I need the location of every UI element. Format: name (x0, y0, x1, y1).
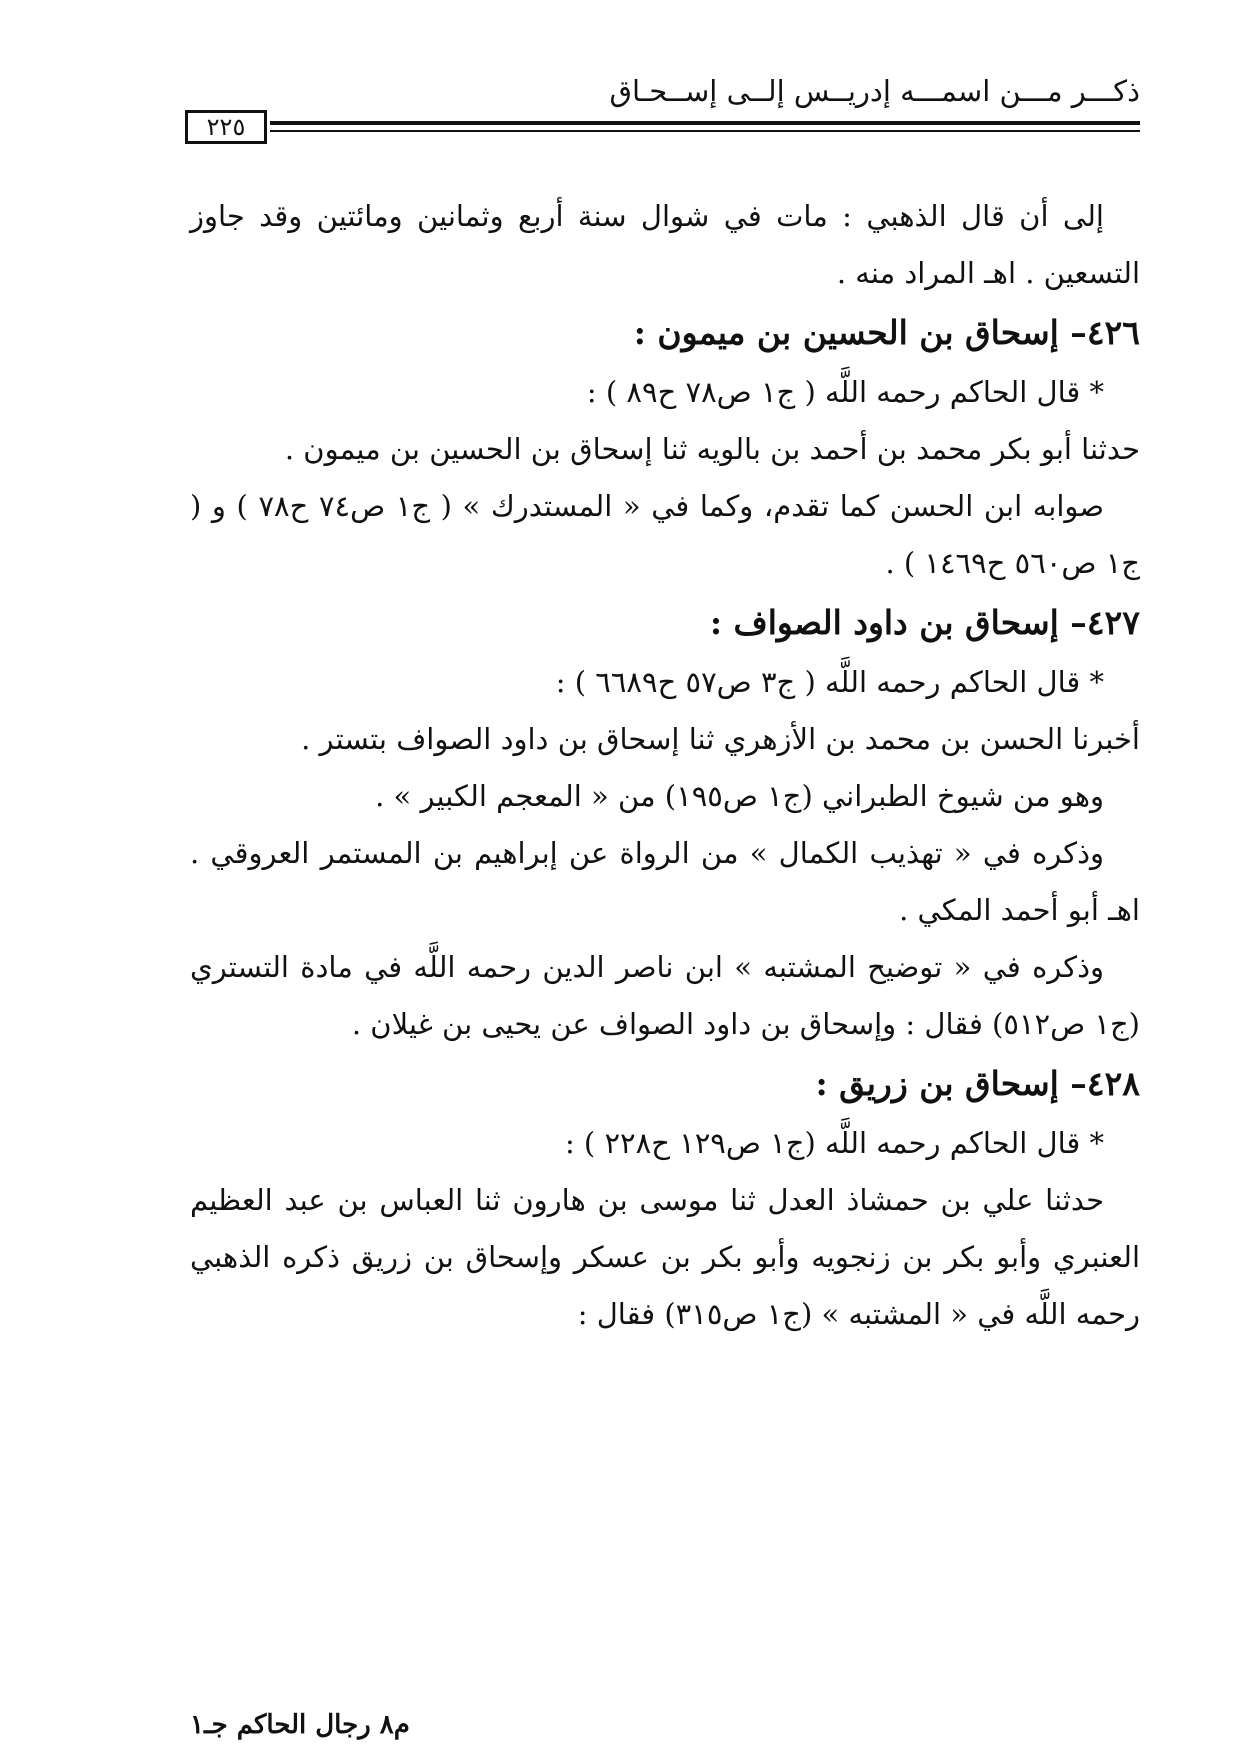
entry-heading-428: ٤٢٨– إسحاق بن زريق : (815, 1064, 1140, 1103)
entry-heading-427: ٤٢٧– إسحاق بن داود الصواف : (709, 603, 1140, 642)
paragraph: صوابه ابن الحسن كما تقدم، وكما في « المستدرك » ( ج١ ص٧٤ ح٧٨ ) و ( ج١ ص٥٦٠ ح١٤٦٩ ) . (190, 489, 1140, 580)
paragraph: وذكره في « تهذيب الكمال » من الرواة عن إبراهيم بن المستمر العروقي . اهـ أبو أحمد المكي . (190, 836, 1140, 927)
source-citation: * قال الحاكم رحمه اللَّه ( ج٣ ص٥٧ ح٦٦٨٩ ) : (555, 665, 1104, 699)
isnad-line: حدثنا أبو بكر محمد بن أحمد بن بالويه ثنا إسحاق بن الحسين بن ميمون . (284, 432, 1140, 466)
isnad-line: أخبرنا الحسن بن محمد بن الأزهري ثنا إسحاق بن داود الصواف بتستر . (301, 722, 1140, 756)
entry-heading-426: ٤٢٦– إسحاق بن الحسين بن ميمون : (633, 313, 1140, 352)
source-citation: * قال الحاكم رحمه اللَّه (ج١ ص١٢٩ ح٢٢٨ ) : (564, 1126, 1104, 1160)
paragraph: وذكره في « توضيح المشتبه » ابن ناصر الدين رحمه اللَّه في مادة التستري (ج١ ص٥١٢) فقال : وإسحاق بن داود الصواف عن يحيى بن غيلان . (190, 950, 1140, 1041)
paragraph: إلى أن قال الذهبي : مات في شوال سنة أربع وثمانين ومائتين وقد جاوز التسعين . اهـ المراد منه . (190, 199, 1140, 290)
running-header-title: ذكـــر مـــن اسمـــه إدريــس إلــى إســحـاق (609, 74, 1140, 108)
paragraph: وهو من شيوخ الطبراني (ج١ ص١٩٥) من « المعجم الكبير » . (375, 779, 1104, 813)
page-body (190, 188, 1140, 1343)
header-rule-thin (270, 130, 1140, 132)
page-number-box: ٢٢٥ (185, 110, 267, 144)
footer-signature: م٨ رجال الحاكم جـ١ (190, 1710, 410, 1740)
header-rule-thick (270, 121, 1140, 125)
paragraph: حدثنا علي بن حمشاذ العدل ثنا موسى بن هارون ثنا العباس بن عبد العظيم العنبري وأبو بكر بن زنجويه وأبو بكر بن عسكر وإسحاق بن زريق ذكره الذهبي رحمه اللَّه في « المشتبه » (ج١ ص٣١٥) فقال : (190, 1183, 1140, 1331)
source-citation: * قال الحاكم رحمه اللَّه ( ج١ ص٧٨ ح٨٩ ) : (586, 375, 1104, 409)
